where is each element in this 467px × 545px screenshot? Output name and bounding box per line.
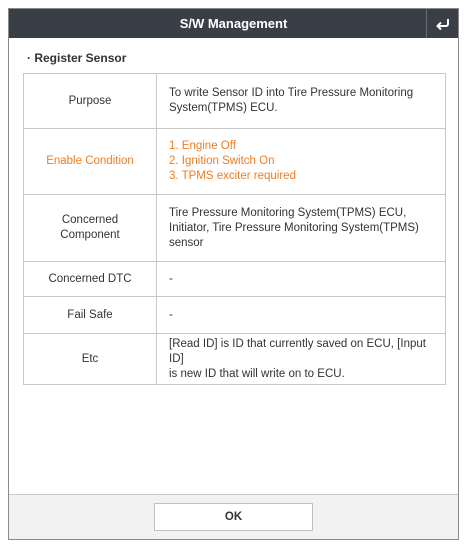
row-value bbox=[157, 74, 446, 129]
value-line: 2. Ignition Switch On bbox=[169, 155, 275, 167]
table-row bbox=[24, 129, 446, 195]
row-label: Purpose bbox=[24, 74, 157, 129]
row-label: Enable Condition bbox=[24, 129, 157, 195]
title-bar bbox=[9, 9, 458, 38]
value-line: Tire Pressure Monitoring System(TPMS) ECU, bbox=[169, 206, 407, 219]
table-row bbox=[24, 334, 446, 385]
value-line: 3. TPMS exciter required bbox=[169, 170, 296, 182]
value-line: sensor bbox=[169, 236, 204, 249]
value-line: 1. Engine Off bbox=[169, 140, 236, 152]
row-value: - bbox=[157, 262, 446, 297]
value-line: is new ID that will write on to ECU. bbox=[169, 367, 345, 380]
row-label bbox=[24, 195, 157, 262]
section-header: · Register Sensor bbox=[27, 51, 127, 65]
back-button[interactable] bbox=[426, 9, 458, 38]
dialog-footer bbox=[9, 494, 458, 539]
row-label: Fail Safe bbox=[24, 297, 157, 334]
value-line: To write Sensor ID into Tire Pressure Monitoring bbox=[169, 87, 414, 99]
info-table bbox=[23, 73, 446, 385]
ok-button[interactable]: OK bbox=[154, 503, 313, 531]
table-row bbox=[24, 74, 446, 129]
row-value bbox=[157, 195, 446, 262]
row-value bbox=[157, 129, 446, 195]
dialog-title: S/W Management bbox=[179, 16, 288, 31]
back-arrow-icon bbox=[436, 18, 450, 30]
value-line: Initiator, Tire Pressure Monitoring System(TPMS) bbox=[169, 221, 419, 234]
table-row bbox=[24, 262, 446, 297]
row-value bbox=[157, 334, 446, 385]
table-row bbox=[24, 195, 446, 262]
row-value: - bbox=[157, 297, 446, 334]
table-row bbox=[24, 297, 446, 334]
row-label: Concerned DTC bbox=[24, 262, 157, 297]
label-line: Component bbox=[60, 229, 120, 241]
sw-management-dialog bbox=[8, 8, 459, 540]
label-line: Concerned bbox=[61, 214, 119, 226]
row-label: Etc bbox=[24, 334, 157, 385]
value-line: [Read ID] is ID that currently saved on ECU, [Input ID] bbox=[169, 337, 426, 365]
value-line: System(TPMS) ECU. bbox=[169, 102, 278, 114]
